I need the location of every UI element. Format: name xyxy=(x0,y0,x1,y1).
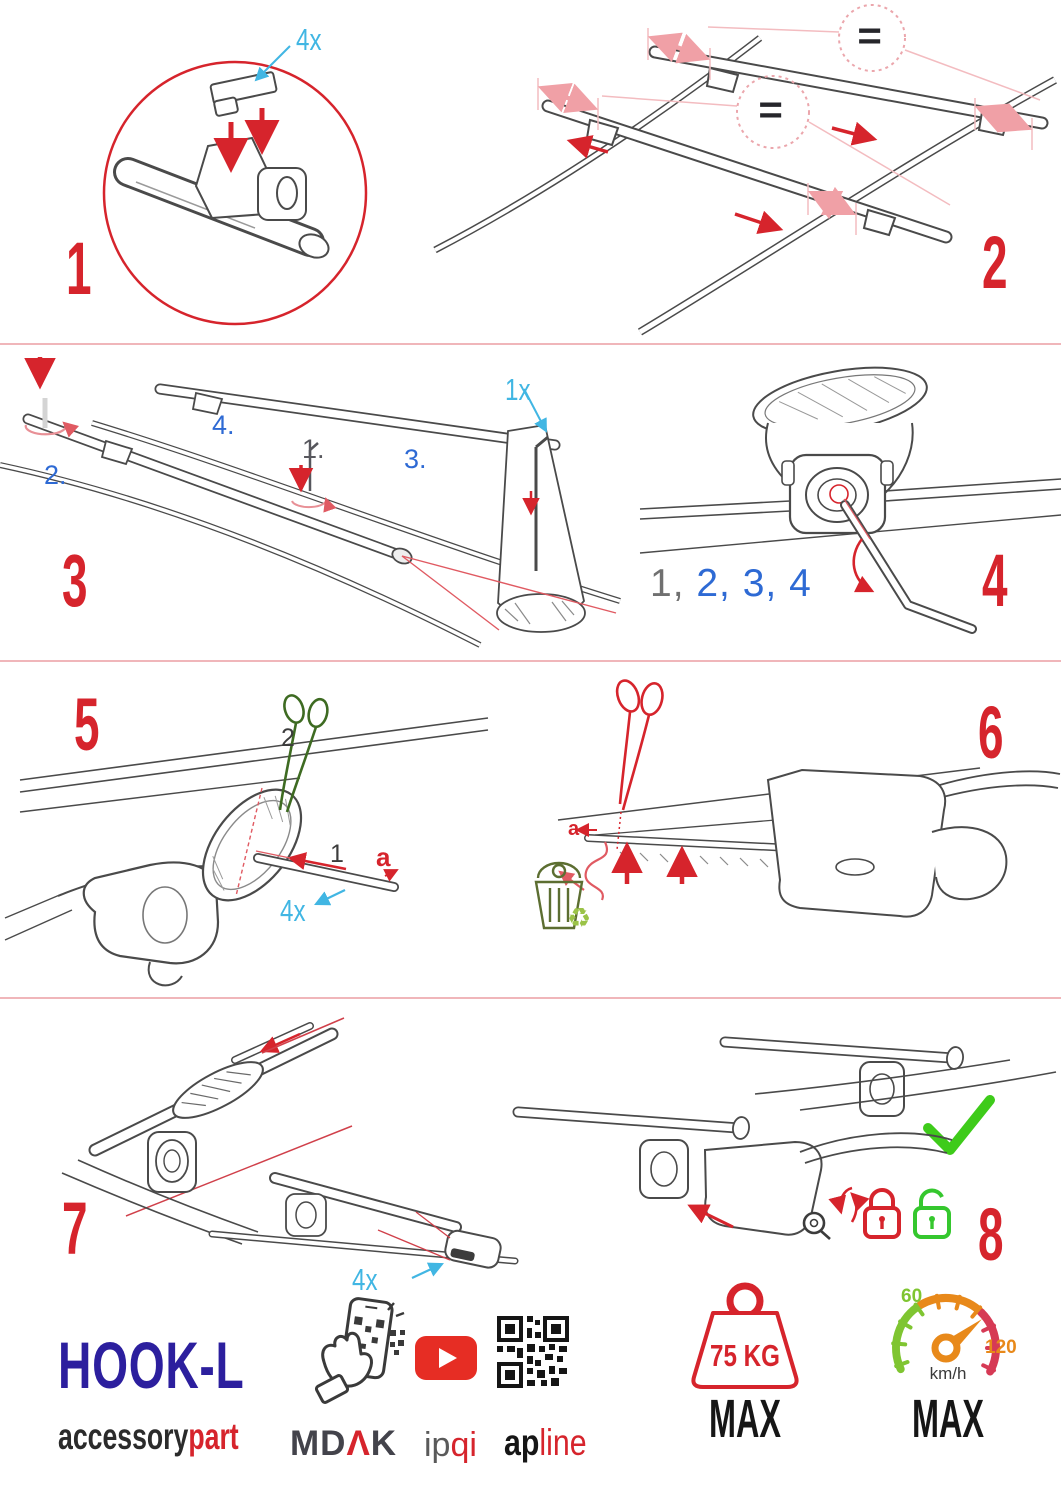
bar-top-cutaway xyxy=(166,1052,270,1129)
step3-label-4: 4. xyxy=(212,410,235,440)
step5-insert-label: 1 xyxy=(330,840,344,868)
step5-cut-label: 2 xyxy=(281,724,295,752)
brand-part-black: accessory xyxy=(58,1416,189,1457)
brand-logo xyxy=(58,1418,239,1455)
mini-qr xyxy=(390,1330,405,1355)
step8-illustration xyxy=(500,1000,1061,1310)
clamp-plate-part xyxy=(210,72,279,117)
youtube-icon xyxy=(415,1336,477,1380)
checkmark-icon xyxy=(928,1100,990,1150)
phone-scan-icon xyxy=(316,1296,408,1406)
rotate-arrow xyxy=(840,1188,852,1212)
speed-unit-label: km/h xyxy=(929,1364,967,1383)
step5-end-label: a xyxy=(376,842,391,872)
padlock-open-icon xyxy=(915,1191,949,1237)
qty-leader xyxy=(316,890,345,904)
step2-number: 2 xyxy=(982,221,1006,304)
ipqi-ip: ip xyxy=(424,1426,451,1464)
discard-squiggle xyxy=(586,842,607,900)
end-cap xyxy=(443,1229,502,1270)
speed-60-label: 60 xyxy=(901,1286,923,1307)
speed-max-label: MAX xyxy=(912,1389,984,1449)
step6-end-label: a xyxy=(568,818,580,840)
step1-qty-label: 4x xyxy=(296,22,322,57)
apline-ap: ap xyxy=(504,1422,540,1463)
step6-number: 6 xyxy=(978,691,1002,774)
product-name: HOOK-L xyxy=(58,1328,245,1402)
weight-value: 75 KG xyxy=(710,1338,780,1373)
step4-number: 4 xyxy=(982,539,1006,622)
step5-number: 5 xyxy=(74,683,98,766)
step4-seq-blue: 2, 3, 4 xyxy=(684,562,812,605)
cover-part xyxy=(768,770,945,917)
step2-equal-top: = xyxy=(857,14,882,58)
mdak-lambda: Λ xyxy=(346,1424,371,1463)
clamp-hook xyxy=(932,827,1006,899)
scissors-red-icon xyxy=(613,678,665,810)
clamp-foot xyxy=(84,863,218,964)
apline-line: line xyxy=(539,1422,587,1463)
step3-label-2: 2. xyxy=(44,460,67,490)
recycle-icon: ♻ xyxy=(567,903,592,933)
step1-number: 1 xyxy=(66,227,90,310)
brand-part-red: part xyxy=(188,1416,239,1457)
step3-number: 3 xyxy=(62,539,86,622)
step5-qty-label: 4x xyxy=(280,893,306,928)
qr-code xyxy=(497,1316,569,1388)
step7-number: 7 xyxy=(62,1187,86,1270)
logo-apline xyxy=(504,1422,587,1464)
speed-120-label: 120 xyxy=(985,1337,1017,1358)
step7-qty-label: 4x xyxy=(352,1262,378,1297)
step3-label-3: 3. xyxy=(404,444,427,474)
step4-sequence xyxy=(650,562,812,606)
logo-mdak xyxy=(290,1424,397,1464)
ipqi-qi: qi xyxy=(450,1426,477,1464)
qty-leader xyxy=(412,1264,442,1278)
step1-illustration xyxy=(0,0,430,343)
logo-ipqi xyxy=(424,1426,477,1465)
step3-qty-label: 1x xyxy=(505,372,531,407)
step2-equal-mid: = xyxy=(758,88,783,132)
step6-illustration xyxy=(500,660,1061,998)
step3-illustration xyxy=(0,343,640,660)
rotate-arrow xyxy=(852,1194,857,1222)
step8-number: 8 xyxy=(978,1193,1002,1276)
step4-seq-gray: 1, xyxy=(650,562,685,605)
step2-illustration xyxy=(430,0,1061,343)
mdak-md: MD xyxy=(290,1424,347,1463)
key-icon xyxy=(804,1213,824,1233)
mdak-k: K xyxy=(370,1424,398,1463)
weight-max-label: MAX xyxy=(709,1389,781,1449)
step3-label-1: 1. xyxy=(302,434,325,464)
padlock-closed-icon xyxy=(865,1190,899,1237)
